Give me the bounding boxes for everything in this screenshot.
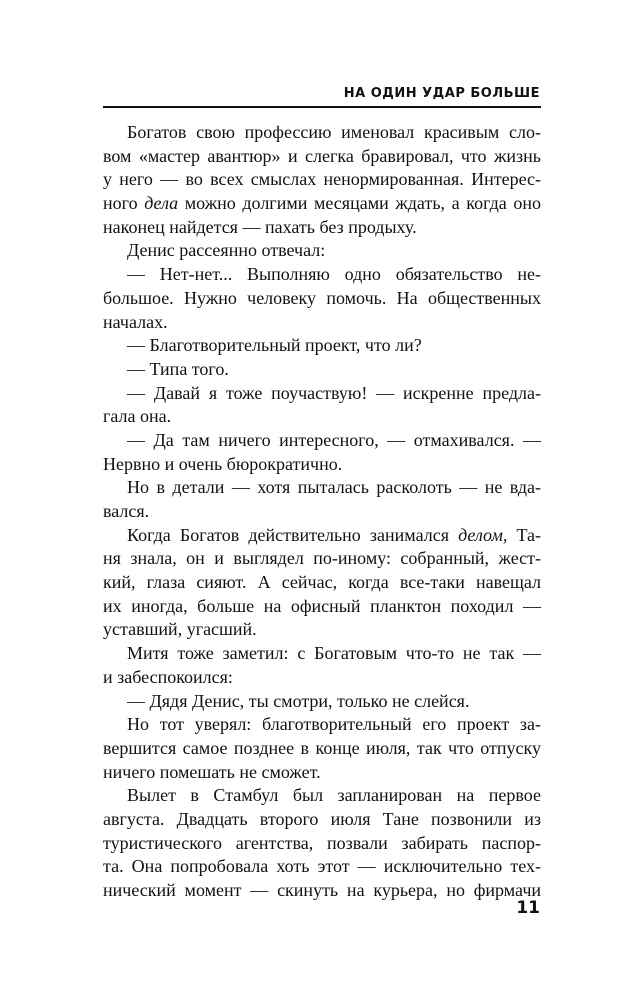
text-line [103, 216, 541, 240]
text-segment: Та- [507, 524, 541, 545]
text-segment: — Давай я тоже поучаствую! — искренне предла- [127, 382, 541, 403]
text-segment: большое. Нужно человеку помочь. На общественных [103, 287, 541, 308]
text-line [103, 666, 541, 690]
text-segment: началах. [103, 311, 168, 332]
text-segment: и забеспокоился: [103, 666, 233, 687]
text-line [103, 476, 541, 500]
text-segment: вершится самое позднее в конце июля, так что отпуску [103, 737, 541, 758]
text-line [103, 358, 541, 382]
text-line [103, 547, 541, 571]
italic-text: дела [144, 193, 179, 214]
text-segment: августа. Двадцать второго июля Тане позвонили из [103, 808, 541, 829]
text-segment: Но в детали — хотя пыталась расколоть — не вда- [127, 477, 541, 498]
text-segment: — Да там ничего интересного, — отмахивался. — [127, 429, 541, 450]
text-segment: их иногда, больше на офисный планктон походил — [103, 595, 541, 616]
page-number: 11 [516, 898, 540, 918]
text-segment: — Типа того. [127, 358, 229, 379]
text-line [103, 524, 541, 548]
text-line [103, 879, 541, 903]
text-segment: у него — во всех смыслах ненормированная. Интерес- [103, 169, 541, 190]
text-segment: Богатов свою профессию именовал красивым сло- [127, 122, 541, 142]
text-segment: — Нет-нет... Выполняю одно обязательство не- [127, 264, 541, 285]
text-line [103, 761, 541, 785]
text-line [103, 429, 541, 453]
text-segment: Митя тоже заметил: с Богатовым что-то не так — [127, 643, 541, 664]
text-line [103, 737, 541, 761]
text-line [103, 784, 541, 808]
text-line [103, 239, 541, 263]
text-line [103, 453, 541, 477]
text-line [103, 121, 541, 145]
text-segment: гала она. [103, 406, 172, 427]
text-segment: Но тот уверял: благотворительный его проект за- [127, 714, 541, 735]
text-line [103, 618, 541, 642]
text-line [103, 713, 541, 737]
text-segment: ничего помешать не сможет. [103, 761, 321, 782]
text-line [103, 287, 541, 311]
text-line [103, 595, 541, 619]
text-line [103, 334, 541, 358]
text-line [103, 832, 541, 856]
text-segment: та. Она попробовала хоть этот — исключительно тех- [103, 856, 541, 877]
text-line [103, 311, 541, 335]
text-line [103, 168, 541, 192]
text-line [103, 145, 541, 169]
text-line [103, 571, 541, 595]
text-line [103, 690, 541, 714]
running-head: НА ОДИН УДАР БОЛЬШЕ [343, 86, 540, 101]
text-segment: — Благотворительный проект, что ли? [127, 335, 422, 356]
text-segment: наконец найдется — пахать без продыху. [103, 216, 417, 237]
text-segment: можно долгими месяцами ждать, а когда оно [178, 193, 541, 214]
text-line [103, 808, 541, 832]
header-rule [103, 106, 541, 108]
text-line [103, 192, 541, 216]
text-line [103, 500, 541, 524]
text-segment: кий, глаза сияют. А сейчас, когда все-таки навещал [103, 572, 541, 593]
text-line [103, 405, 541, 429]
text-line [103, 642, 541, 666]
text-line [103, 263, 541, 287]
text-segment: вался. [103, 501, 150, 521]
text-segment: — Дядя Денис, ты смотри, только не слейся. [127, 690, 470, 711]
text-segment: Когда Богатов действительно занимался [127, 524, 459, 545]
text-segment: вом «мастер авантюр» и слегка бравировал, что жизнь [103, 145, 541, 166]
text-segment: ня знала, он и выглядел по-иному: собранный, жест- [103, 548, 541, 569]
text-segment: туристического агентства, позвали забирать паспор- [103, 832, 541, 853]
text-segment: Нервно и очень бюрократично. [103, 453, 343, 474]
text-segment: нический момент — скинуть на курьера, но фирмачи [103, 880, 541, 900]
text-segment: Вылет в Стамбул был запланирован на первое [127, 785, 541, 806]
text-line [103, 382, 541, 406]
text-segment: уставший, угасший. [103, 619, 257, 640]
text-line [103, 855, 541, 879]
text-segment: Денис рассеянно отвечал: [127, 240, 326, 261]
text-segment: ного [103, 193, 145, 214]
italic-text: делом, [458, 524, 508, 545]
body-text [103, 121, 541, 903]
